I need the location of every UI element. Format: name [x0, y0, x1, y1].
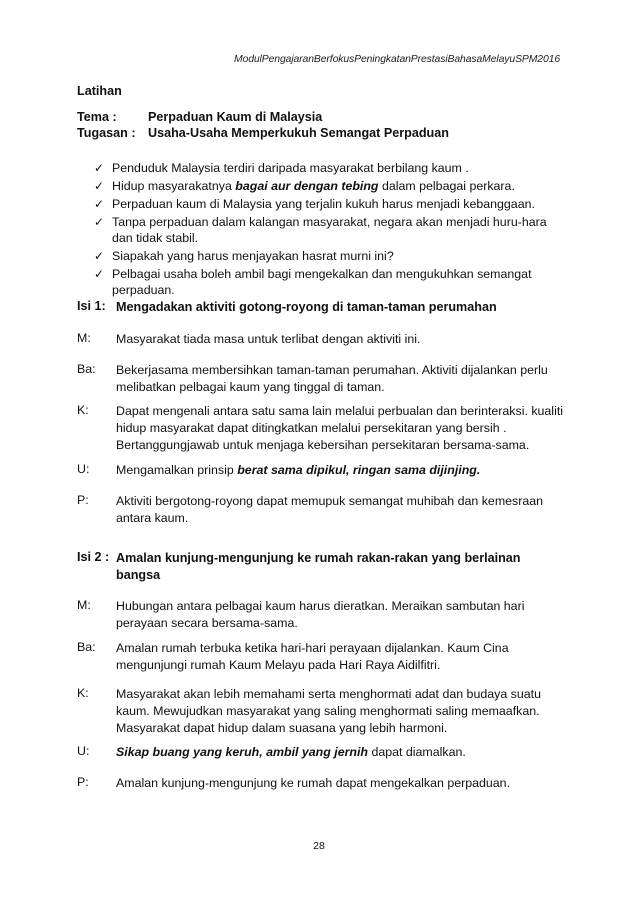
entry-key: P:	[77, 493, 89, 507]
entry-text: Bekerjasama membersihkan taman-taman perumahan. Aktiviti dijalankan perlu melibatkan pelbagai kaum yang tinggal di taman.	[116, 363, 548, 394]
page-title: Latihan	[77, 84, 122, 98]
entry-text: Aktiviti bergotong-royong dapat memupuk semangat muhibah dan kemesraan antara kaum.	[116, 494, 544, 525]
tugasan-label: Tugasan :	[77, 126, 136, 140]
entry-text-plain: Mengamalkan prinsip	[116, 463, 234, 477]
bullet-text: Pelbagai usaha boleh ambil bagi mengekalkan dan mengukuhkan semangat perpaduan.	[112, 267, 532, 297]
list-item	[94, 178, 564, 194]
bullet-text: dalam pelbagai perkara.	[381, 179, 515, 193]
entry-emphasis: berat sama dipikul, ringan sama dijinjing.	[237, 463, 481, 477]
entry-key: M:	[77, 598, 91, 612]
isi-2-title: Amalan kunjung-mengunjung ke rumah rakan-rakan yang berlainan bangsa	[116, 551, 521, 582]
tugasan-value: Usaha-Usaha Memperkukuh Semangat Perpaduan	[148, 126, 449, 140]
list-item	[94, 266, 564, 298]
checkmark-icon: ✓	[94, 267, 105, 281]
isi-1-title: Mengadakan aktiviti gotong-royong di taman-taman perumahan	[116, 300, 497, 314]
bullet-text: Tanpa perpaduan dalam kalangan masyarakat, negara akan menjadi huru-hara dan tidak stabil.	[112, 215, 547, 245]
bullet-text: Perpaduan kaum di Malaysia yang terjalin kukuh harus menjadi kebanggaan.	[112, 197, 535, 211]
intro-bullet-list	[94, 160, 564, 300]
running-header: ModulPengajaranBerfokusPeningkatanPrestasiBahasaMelayuSPM2016	[233, 54, 560, 65]
entry-key: P:	[77, 775, 89, 789]
list-item	[94, 160, 564, 176]
isi-2-key: Isi 2 :	[77, 550, 110, 564]
tema-value: Perpaduan Kaum di Malaysia	[148, 110, 323, 124]
checkmark-icon: ✓	[94, 249, 105, 263]
bullet-emphasis: bagai aur dengan tebing	[235, 179, 379, 193]
entry-text: Amalan rumah terbuka ketika hari-hari perayaan dijalankan. Kaum Cina mengunjungi rumah Kaum Melayu pada Hari Raya Aidilfitri.	[116, 641, 509, 672]
entry-key: U:	[77, 462, 90, 476]
bullet-text: Penduduk Malaysia terdiri daripada masyarakat berbilang kaum .	[112, 161, 469, 175]
entry-key: K:	[77, 403, 89, 417]
entry-text: Dapat mengenali antara satu sama lain melalui perbualan dan berinteraksi. kualiti hidup masyarakat dapat ditingkatkan melalui persekitaran yang bersih . Bertanggungjawab untuk menjaga kebersihan persekitaran bersama-sama.	[116, 404, 564, 452]
entry-key: M:	[77, 331, 91, 345]
entry-key: K:	[77, 686, 89, 700]
entry-text: Hubungan antara pelbagai kaum harus dieratkan. Meraikan sambutan hari perayaan secara bersama-sama.	[116, 599, 525, 630]
entry-text-plain: dapat diamalkan.	[371, 745, 466, 759]
list-item	[94, 214, 564, 246]
list-item	[94, 196, 564, 212]
page-number: 28	[313, 840, 325, 852]
entry-emphasis: Sikap buang yang keruh, ambil yang jernih	[116, 745, 368, 759]
checkmark-icon: ✓	[94, 215, 105, 229]
entry-key: Ba:	[77, 640, 96, 654]
bullet-text: Siapakah yang harus menjayakan hasrat murni ini?	[112, 249, 394, 263]
entry-key: Ba:	[77, 362, 96, 376]
entry-text: Masyarakat tiada masa untuk terlibat dengan aktiviti ini.	[116, 332, 421, 346]
checkmark-icon: ✓	[94, 179, 105, 193]
list-item	[94, 248, 564, 264]
checkmark-icon: ✓	[94, 161, 105, 175]
entry-text	[116, 462, 566, 479]
checkmark-icon: ✓	[94, 197, 105, 211]
entry-key: U:	[77, 744, 90, 758]
entry-text: Amalan kunjung-mengunjung ke rumah dapat mengekalkan perpaduan.	[116, 776, 511, 790]
entry-text: Masyarakat akan lebih memahami serta menghormati adat dan budaya suatu kaum. Mewujudkan masyarakat yang saling menghormati saling memaafkan. Masyarakat dapat hidup dalam suasana yang lebih harmoni.	[116, 687, 541, 735]
tema-label: Tema :	[77, 110, 117, 124]
isi-1-key: Isi 1:	[77, 299, 106, 313]
bullet-text: Hidup masyarakatnya	[112, 179, 232, 193]
entry-text	[116, 744, 566, 761]
